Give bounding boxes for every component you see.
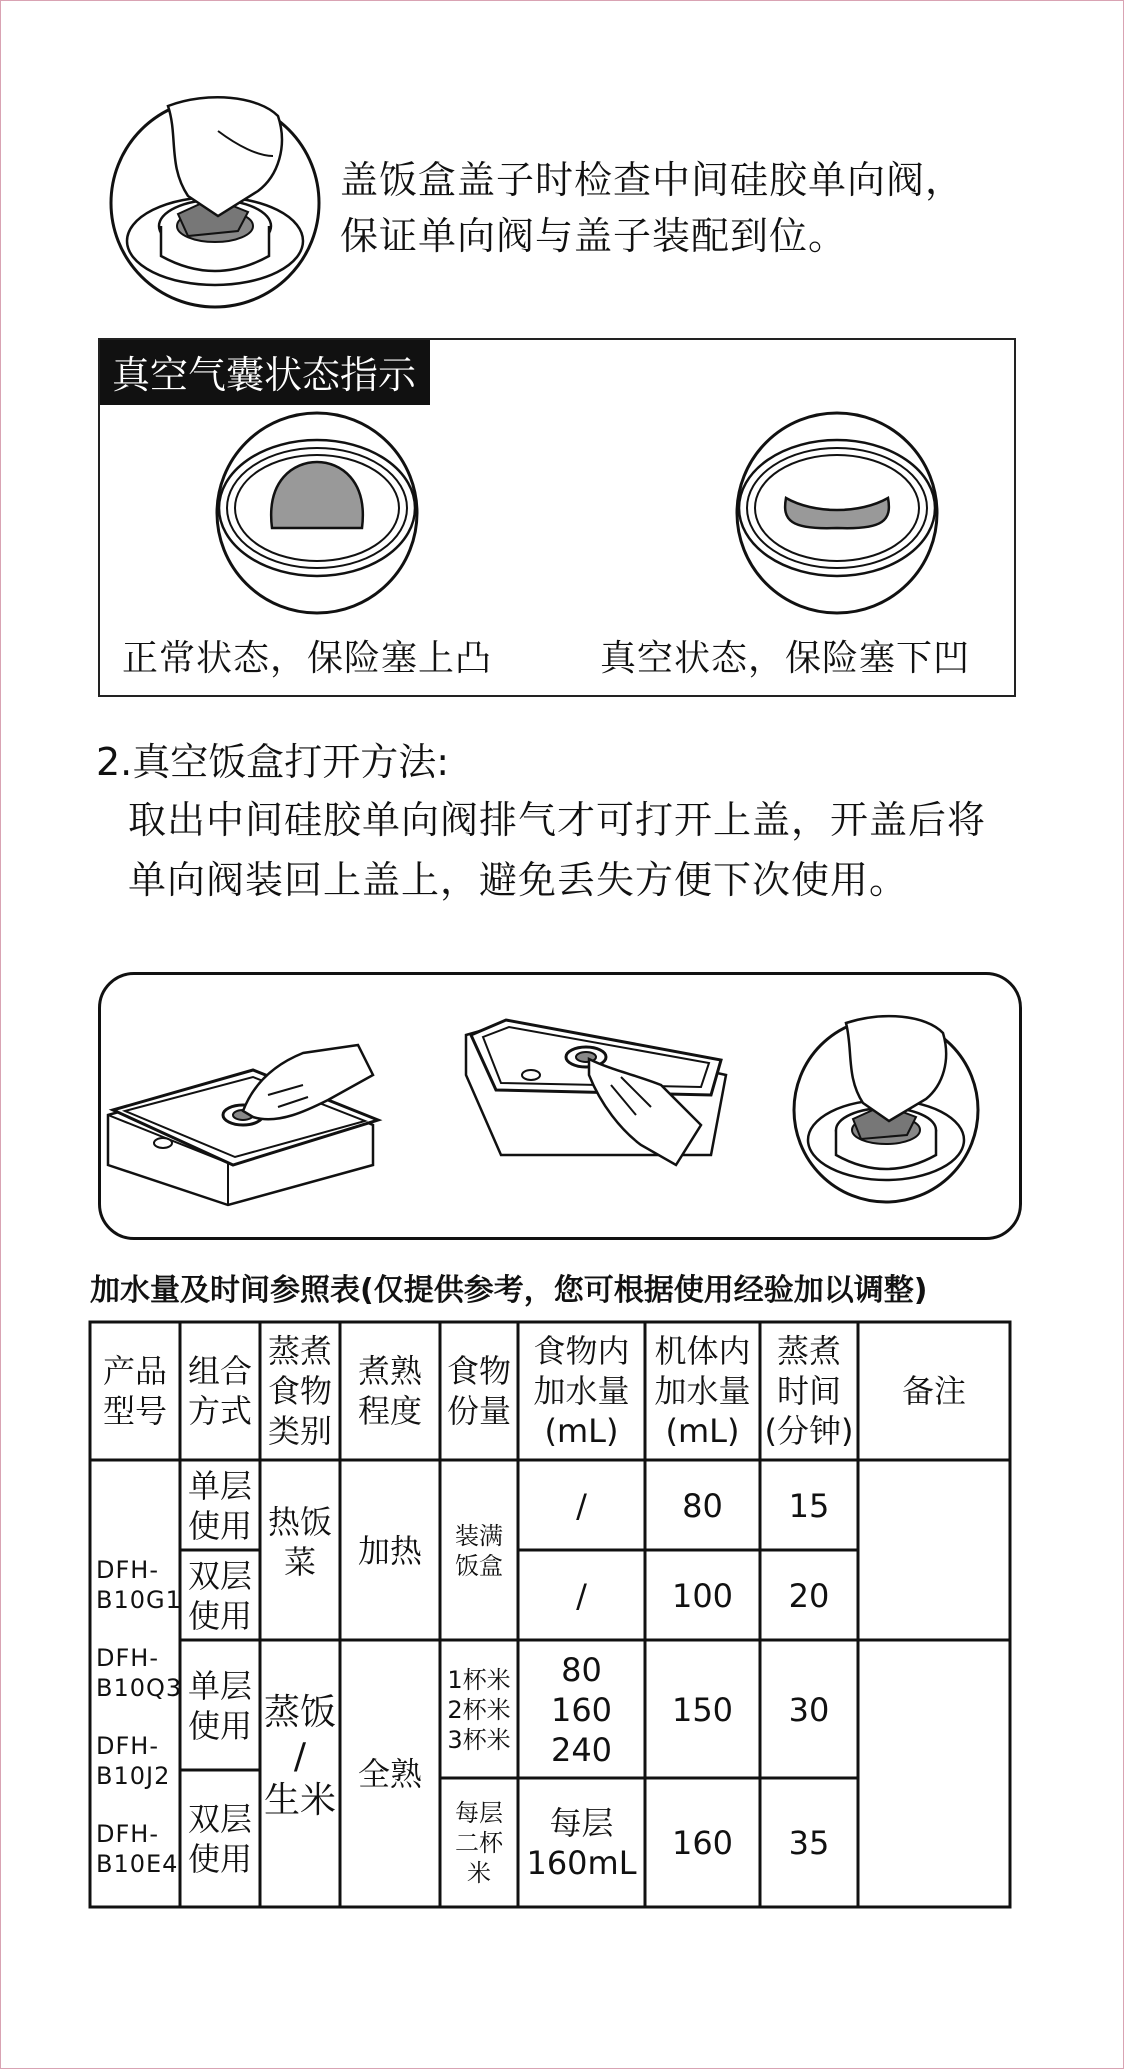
g1-r2-time: 20 bbox=[788, 1577, 830, 1615]
g2-combo-double: 双层 使用 bbox=[187, 1799, 252, 1878]
g1-r1-water-food: / bbox=[576, 1487, 587, 1525]
open-method-line-1: 取出中间硅胶单向阀排气才可打开上盖，开盖后将 bbox=[128, 798, 987, 842]
intro-line-1: 盖饭盒盖子时检查中间硅胶单向阀， bbox=[340, 158, 965, 202]
table-title: 加水量及时间参照表(仅提供参考，您可根据使用经验加以调整) bbox=[90, 1273, 928, 1308]
g2-degree: 全熟 bbox=[357, 1754, 422, 1793]
header-degree: 煮熟 程度 bbox=[357, 1352, 422, 1430]
g2-r2-time: 35 bbox=[788, 1823, 830, 1862]
g2-r1-water-food: 80 160 240 bbox=[550, 1651, 613, 1769]
g2-combo-single: 单层 使用 bbox=[187, 1667, 252, 1745]
header-combo: 组合 方式 bbox=[187, 1352, 252, 1430]
g1-r1-time: 15 bbox=[788, 1487, 830, 1525]
header-time: 蒸煮 时间 (分钟) bbox=[764, 1332, 854, 1450]
open-method-line-2: 单向阀装回上盖上，避免丢失方便下次使用。 bbox=[128, 858, 909, 902]
g2-food-type: 蒸饭 / 生米 bbox=[263, 1692, 336, 1821]
vacuum-state-label: 真空状态，保险塞下凹 bbox=[600, 638, 971, 679]
model-list: DFH- B10G1 DFH- B10Q3 DFH- B10J2 DFH- B10E4 bbox=[96, 1556, 183, 1878]
header-water-food: 食物内 加水量 (mL) bbox=[533, 1332, 630, 1450]
g1-r2-water-body: 100 bbox=[671, 1577, 734, 1615]
g2-portion-single: 1杯米 2杯米 3杯米 bbox=[447, 1666, 511, 1754]
header-water-body: 机体内 加水量 (mL) bbox=[654, 1332, 751, 1450]
g1-r2-water-food: / bbox=[576, 1577, 587, 1615]
g2-r2-water-body: 160 bbox=[671, 1823, 734, 1862]
header-portion: 食物 份量 bbox=[446, 1352, 511, 1430]
g2-r2-water-food: 每层 160mL bbox=[526, 1803, 637, 1882]
g1-food-type: 热饭 菜 bbox=[267, 1503, 332, 1581]
open-method-title: 2.真空饭盒打开方法: bbox=[96, 740, 450, 784]
g1-portion: 装满 饭盒 bbox=[455, 1522, 503, 1580]
g2-r1-water-body: 150 bbox=[671, 1691, 734, 1729]
g1-combo-single: 单层 使用 bbox=[187, 1467, 252, 1545]
g1-degree: 加热 bbox=[357, 1532, 422, 1570]
status-header: 真空气囊状态指示 bbox=[100, 340, 430, 405]
g1-r1-water-body: 80 bbox=[682, 1487, 723, 1525]
header-note: 备注 bbox=[901, 1372, 966, 1410]
intro-line-2: 保证单向阀与盖子装配到位。 bbox=[340, 214, 848, 258]
header-model: 产品 型号 bbox=[102, 1352, 167, 1430]
g2-r1-time: 30 bbox=[788, 1691, 830, 1729]
g1-combo-double: 双层 使用 bbox=[187, 1557, 252, 1635]
g2-portion-double: 每层 二杯 米 bbox=[455, 1798, 503, 1887]
header-food-type: 蒸煮 食物 类别 bbox=[267, 1332, 332, 1450]
normal-state-label: 正常状态，保险塞上凸 bbox=[122, 638, 493, 679]
